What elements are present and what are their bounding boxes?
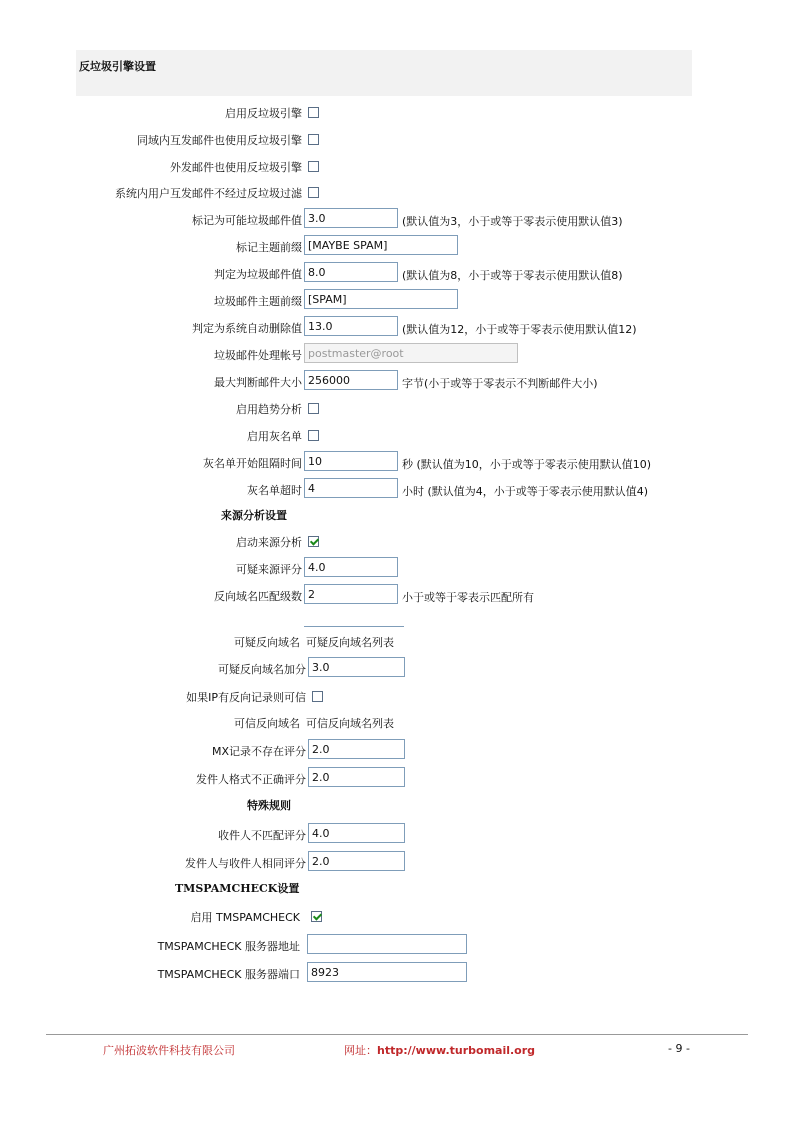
suspicious-domain-add-input[interactable]: 3.0 — [308, 657, 405, 677]
max-size-input[interactable]: 256000 — [304, 370, 398, 390]
hint-grey-start: 秒 (默认值为10，小于或等于零表示使用默认值10) — [402, 458, 652, 471]
row-greylist — [0, 424, 794, 446]
row-intra-domain — [0, 128, 794, 150]
row-tms-port — [0, 962, 794, 984]
trusted-domain-list[interactable]: 可信反向域名列表 — [306, 717, 394, 730]
row-tms-server — [0, 934, 794, 956]
label-mx-missing: MX记录不存在评分 — [211, 745, 306, 758]
mx-missing-input[interactable]: 2.0 — [308, 739, 405, 759]
row-bad-sender — [0, 767, 794, 789]
maybe-prefix-input[interactable]: [MAYBE SPAM] — [304, 235, 458, 255]
same-sender-input[interactable]: 2.0 — [308, 851, 405, 871]
row-suspicious-domain — [0, 630, 794, 652]
grey-timeout-input[interactable]: 4 — [304, 478, 398, 498]
checkbox-trend[interactable] — [308, 403, 319, 414]
suspicious-domain-list-border — [304, 626, 404, 627]
grey-start-input[interactable]: 10 — [304, 451, 398, 471]
hint-spam-value: (默认值为8，小于或等于零表示使用默认值8) — [402, 269, 623, 282]
bad-sender-input[interactable]: 2.0 — [308, 767, 405, 787]
row-spam-account — [0, 343, 794, 365]
label-max-size: 最大判断邮件大小 — [214, 376, 302, 389]
row-outgoing — [0, 155, 794, 177]
row-tms-enable — [0, 905, 794, 927]
row-grey-start — [0, 451, 794, 473]
hint-max-size: 字节(小于或等于零表示不判断邮件大小) — [402, 377, 598, 390]
row-trend — [0, 397, 794, 419]
reverse-level-input[interactable]: 2 — [304, 584, 398, 604]
row-reverse-level — [0, 584, 794, 606]
tms-heading: TMSPAMCHECK设置 — [175, 882, 300, 895]
row-internal-skip — [0, 181, 794, 203]
hint-grey-timeout: 小时 (默认值为4，小于或等于零表示使用默认值4) — [402, 485, 649, 498]
row-enable-engine — [0, 101, 794, 123]
hint-auto-delete: (默认值为12，小于或等于零表示使用默认值12) — [402, 323, 637, 336]
label-grey-timeout: 灰名单超时 — [247, 484, 302, 497]
checkbox-ip-trust[interactable] — [312, 691, 323, 702]
spam-value-input[interactable]: 8.0 — [304, 262, 398, 282]
settings-header — [76, 50, 692, 96]
label-tms-enable: 启用 TMSPAMCHECK — [190, 911, 300, 924]
footer-url[interactable]: http://www.turbomail.org — [377, 1044, 536, 1057]
page-title: 反垃圾引擎设置 — [79, 60, 156, 73]
label-spam-prefix: 垃圾邮件主题前缀 — [214, 295, 302, 308]
footer-website — [344, 1042, 535, 1058]
row-grey-timeout — [0, 478, 794, 500]
row-auto-delete — [0, 316, 794, 338]
label-trend: 启用趋势分析 — [236, 403, 302, 416]
tms-port-input[interactable]: 8923 — [307, 962, 467, 982]
label-suspicious-domain-add: 可疑反向域名加分 — [218, 663, 306, 676]
hint-maybe-spam: (默认值为3，小于或等于零表示使用默认值3) — [402, 215, 623, 228]
label-greylist: 启用灰名单 — [247, 430, 302, 443]
spam-account-placeholder: postmaster@root — [308, 347, 404, 360]
row-source-enable — [0, 530, 794, 552]
rcpt-mismatch-input[interactable]: 4.0 — [308, 823, 405, 843]
label-reverse-level: 反向域名匹配级数 — [214, 590, 302, 603]
row-max-size — [0, 370, 794, 392]
row-suspicious-domain-add — [0, 657, 794, 679]
checkbox-tms-enable[interactable] — [311, 911, 322, 922]
suspicious-domain-list[interactable]: 可疑反向域名列表 — [306, 636, 394, 649]
label-spam-value: 判定为垃圾邮件值 — [214, 268, 302, 281]
suspicious-score-input[interactable]: 4.0 — [304, 557, 398, 577]
checkbox-greylist[interactable] — [308, 430, 319, 441]
label-maybe-spam: 标记为可能垃圾邮件值 — [192, 214, 302, 227]
row-spam-value — [0, 262, 794, 284]
label-rcpt-mismatch: 收件人不匹配评分 — [218, 829, 306, 842]
spam-account-input[interactable] — [304, 343, 518, 363]
label-bad-sender: 发件人格式不正确评分 — [196, 773, 306, 786]
row-spam-prefix — [0, 289, 794, 311]
label-spam-account: 垃圾邮件处理帐号 — [214, 349, 302, 362]
checkbox-intra-domain[interactable] — [308, 134, 319, 145]
row-trusted-domain — [0, 711, 794, 733]
label-suspicious-domain: 可疑反向域名 — [234, 636, 300, 649]
label-source-enable: 启动来源分析 — [236, 536, 302, 549]
label-tms-server: TMSPAMCHECK 服务器地址 — [157, 940, 300, 953]
footer-url-label: 网址： — [344, 1044, 377, 1057]
row-mx-missing — [0, 739, 794, 761]
label-trusted-domain: 可信反向域名 — [234, 717, 300, 730]
label-intra-domain: 同域内互发邮件也使用反垃圾引擎 — [137, 134, 302, 147]
row-maybe-prefix — [0, 235, 794, 257]
row-suspicious-score — [0, 557, 794, 579]
footer-page-number: - 9 - — [668, 1042, 690, 1055]
label-suspicious-score: 可疑来源评分 — [236, 563, 302, 576]
footer-divider — [46, 1034, 748, 1035]
tms-server-input[interactable] — [307, 934, 467, 954]
row-same-sender — [0, 851, 794, 873]
label-auto-delete: 判定为系统自动删除值 — [192, 322, 302, 335]
maybe-spam-input[interactable]: 3.0 — [304, 208, 398, 228]
checkbox-outgoing[interactable] — [308, 161, 319, 172]
special-heading: 特殊规则 — [247, 799, 291, 812]
label-same-sender: 发件人与收件人相同评分 — [185, 857, 306, 870]
label-internal-skip: 系统内用户互发邮件不经过反垃圾过滤 — [115, 187, 302, 200]
label-outgoing: 外发邮件也使用反垃圾引擎 — [170, 161, 302, 174]
label-tms-port: TMSPAMCHECK 服务器端口 — [157, 968, 300, 981]
checkbox-enable-engine[interactable] — [308, 107, 319, 118]
hint-reverse-level: 小于或等于零表示匹配所有 — [402, 591, 534, 604]
checkbox-internal-skip[interactable] — [308, 187, 319, 198]
spam-prefix-input[interactable]: [SPAM] — [304, 289, 458, 309]
checkbox-source-enable[interactable] — [308, 536, 319, 547]
label-ip-trust: 如果IP有反向记录则可信 — [186, 691, 306, 704]
footer-company: 广州拓波软件科技有限公司 — [103, 1044, 235, 1057]
label-enable-engine: 启用反垃圾引擎 — [225, 107, 302, 120]
row-maybe-spam — [0, 208, 794, 230]
label-maybe-prefix: 标记主题前缀 — [236, 241, 302, 254]
source-heading: 来源分析设置 — [221, 509, 287, 522]
label-grey-start: 灰名单开始阻隔时间 — [203, 457, 302, 470]
row-ip-trust — [0, 685, 794, 707]
row-rcpt-mismatch — [0, 823, 794, 845]
auto-delete-input[interactable]: 13.0 — [304, 316, 398, 336]
